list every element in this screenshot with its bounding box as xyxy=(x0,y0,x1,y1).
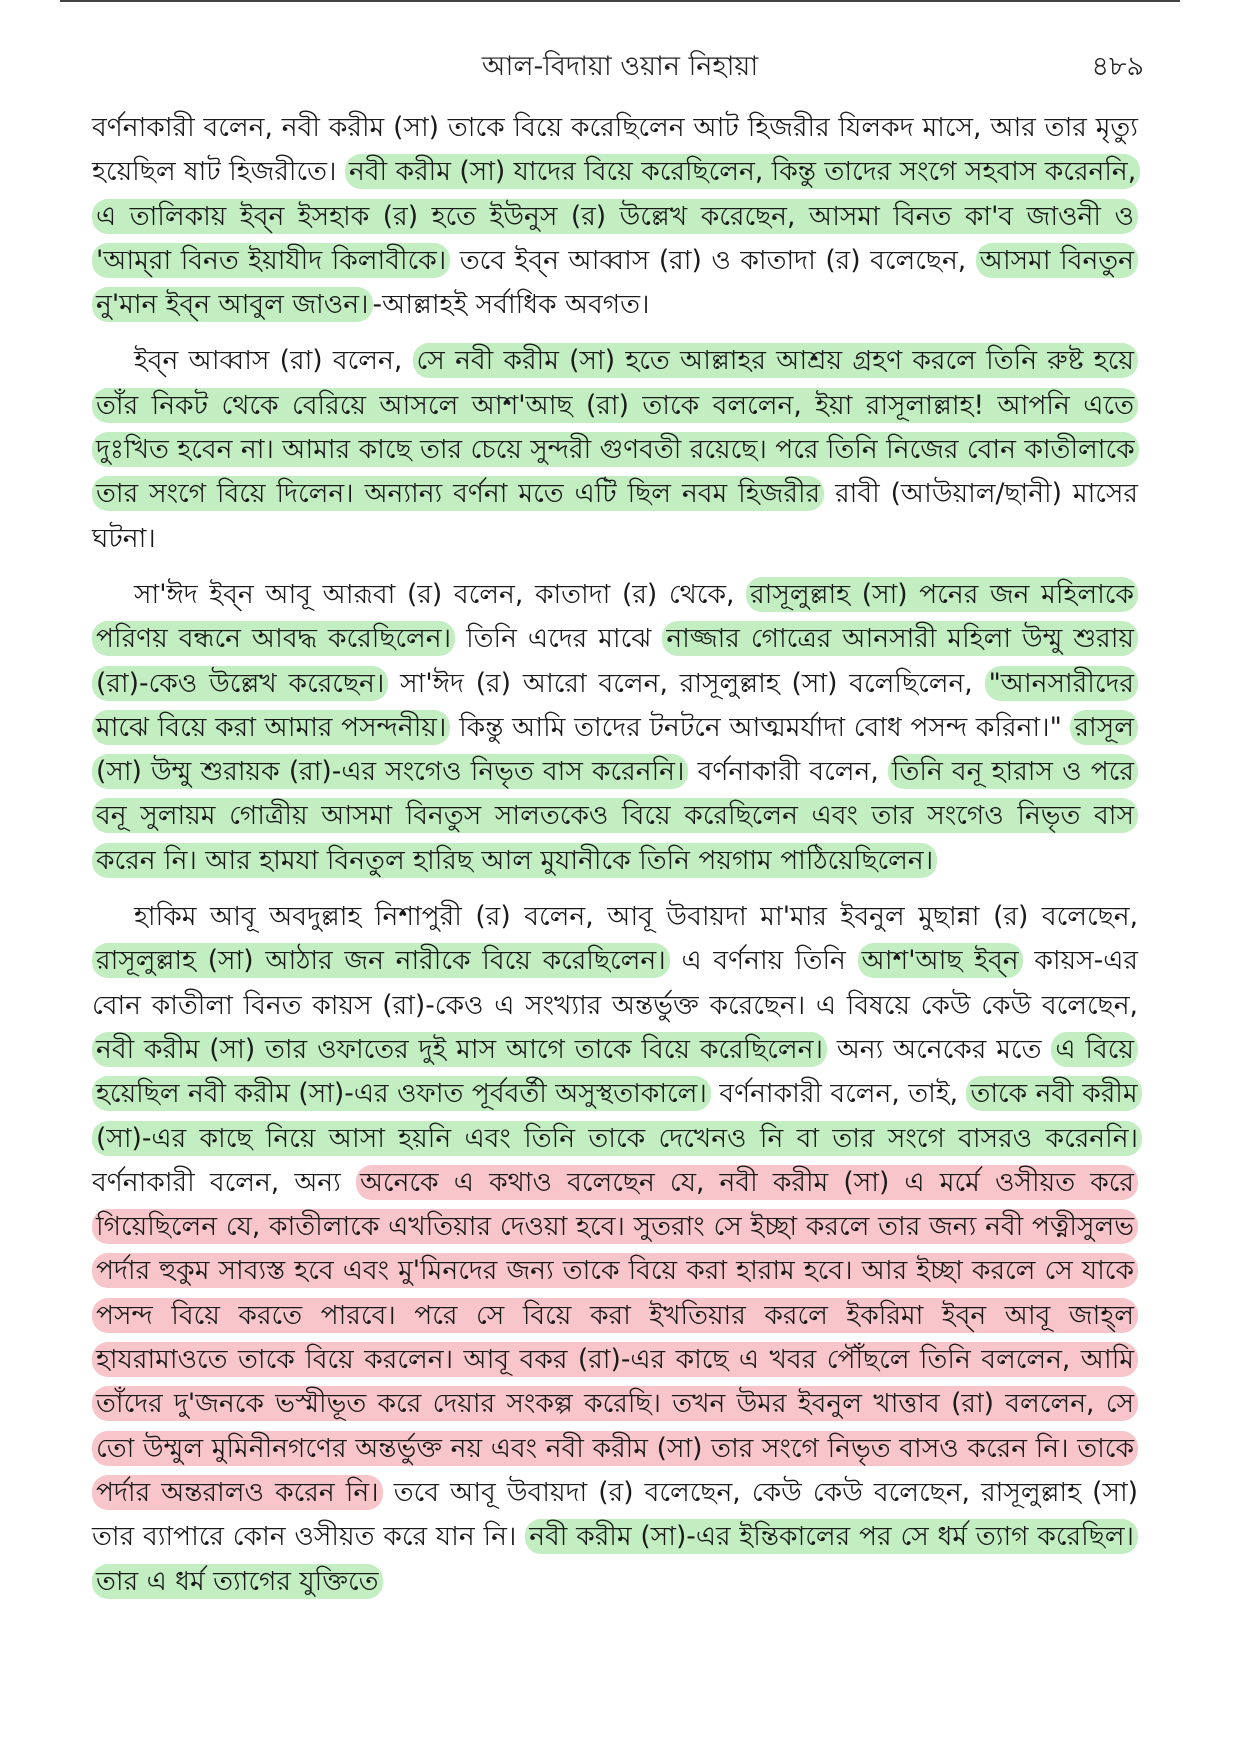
top-rule xyxy=(60,0,1180,2)
page-header xyxy=(0,38,1240,90)
text-span: কিন্তু আমি তাদের টনটনে আত্মমর্যাদা বোধ পসন্দ করিনা।" xyxy=(459,711,1062,743)
green-highlight: রাসূলুল্লাহ (সা) পনের জন মহিলাকে পরিণয় বন্ধনে আবদ্ধ করেছিলেন। xyxy=(92,577,1138,656)
green-highlight: আসমা বিনতুন নু'মান ইব্‌ন আবুল জাওন। xyxy=(92,243,1138,322)
text-span: তবে আবূ উবায়দা (র) বলেছেন, কেউ কেউ বলেছেন, রাসূলুল্লাহ (সা) তার ব্যাপারে কোন ওসীয়ত করে যান নি। xyxy=(92,1476,1138,1553)
paragraph-3 xyxy=(92,573,1138,883)
red-highlight: অনেকে এ কথাও বলেছেন যে, নবী করীম (সা) এ মর্মে ওসীয়ত করে গিয়েছিলেন যে, কাতীলাকে এখতিয়ার দেওয়া হবে। সুতরাং সে ইচ্ছা করলে তার জন্য নবী পত্নীসুলভ পর্দার হুকুম সাব্যস্ত হবে এবং মু'মিনদের জন্য তাকে বিয়ে করা হারাম হবে। আর ইচ্ছা করলে সে যাকে পসন্দ বিয়ে করতে পারবে। পরে সে বিয়ে করা ইখতিয়ার করলে ইকরিমা ইব্‌ন আবূ জাহ্‌ল হাযরামাওতে তাকে বিয়ে করলেন। আবূ বকর (রা)-এর কাছে এ খবর পৌঁছলে তিনি বললেন, আমি তাঁদের দু'জনকে ভস্মীভূত করে দেয়ার সংকল্প করেছি। তখন উমর ইবনুল খাত্তাব (রা) বললেন, সে তো উম্মুল মুমিনীনগণের অন্তর্ভুক্ত নয় এবং নবী করীম (সা) তার সংগে নিভৃত বাসও করেন নি। তাকে পর্দার অন্তরালও করেন নি। xyxy=(92,1165,1138,1510)
green-highlight: তাকে নবী করীম (সা)-এর কাছে নিয়ে আসা হয়নি এবং তিনি তাকে দেখেনও নি বা তার সংগে বাসরও করেননি। xyxy=(92,1076,1142,1155)
text-span: সা'ঈদ ইব্‌ন আবূ আরূবা (র) বলেন, কাতাদা (র) থেকে, xyxy=(134,578,735,610)
text-span: এ বর্ণনায় তিনি xyxy=(681,945,846,977)
paragraph-4 xyxy=(92,895,1138,1604)
green-highlight: নবী করীম (সা)-এর ইন্তিকালের পর সে ধর্ম ত্যাগ করেছিল। তার এ ধর্ম ত্যাগের যুক্তিতে xyxy=(92,1519,1138,1598)
green-highlight: সে নবী করীম (সা) হতে আল্লাহর আশ্রয় গ্রহণ করলে তিনি রুষ্ট হয়ে তাঁর নিকট থেকে বেরিয়ে আসলে আশ'আছ (রা) তাকে বললেন, ইয়া রাসূলাল্লাহ! আপনি এতে দুঃখিত হবেন না। আমার কাছে তার চেয়ে সুন্দরী গুণবতী রয়েছে। পরে তিনি নিজের বোন কাতীলাকে তার সংগে বিয়ে দিলেন। অন্যান্য বর্ণনা মতে এটি ছিল নবম হিজরীর xyxy=(92,343,1139,511)
text-span: সা'ঈদ (র) আরো বলেন, রাসূলুল্লাহ (সা) বলেছিলেন, xyxy=(400,667,973,699)
green-highlight: তিনি বনূ হারাস ও পরে বনূ সুলায়ম গোত্রীয় আসমা বিনতুস সালতকেও বিয়ে করেছিলেন এবং তার সংগেও নিভৃত বাস করেন নি। আর হামযা বিনতুল হারিছ আল মুযানীকে তিনি পয়গাম পাঠিয়েছিলেন। xyxy=(92,754,1138,878)
green-highlight: "আনসারীদের মাঝে বিয়ে করা আমার পসন্দনীয়। xyxy=(92,666,1138,745)
running-title: আল-বিদায়া ওয়ান নিহায়া xyxy=(481,51,759,82)
text-span: কায়স-এর বোন কাতীলা বিনত কায়স (রা)-কেও এ সংখ্যার অন্তর্ভুক্ত করেছেন। এ বিষয়ে কেউ কেউ বলেছেন, xyxy=(92,945,1138,1021)
text-span: বর্ণনাকারী বলেন, xyxy=(697,756,879,788)
green-highlight: আশ'আছ ইব্‌ন xyxy=(858,943,1023,978)
paragraph-2 xyxy=(92,339,1138,560)
green-highlight: রাসূলুল্লাহ (সা) আঠার জন নারীকে বিয়ে করেছিলেন। xyxy=(92,943,670,978)
page-number: ৪৮৯ xyxy=(1091,51,1144,82)
green-highlight: নবী করীম (সা) যাদের বিয়ে করেছিলেন, কিন্তু তাদের সংগে সহবাস করেননি, এ তালিকায় ইব্‌ন ইসহাক (র) হতে ইউনুস (র) উল্লেখ করেছেন, আসমা বিনত কা'ব জাওনী ও 'আম্‌রা বিনত ইয়াযীদ কিলাবীকে। xyxy=(92,154,1140,278)
text-span: অন্য অনেকের মতে xyxy=(836,1033,1042,1065)
text-span: তিনি এদের মাঝে xyxy=(466,623,652,655)
text-span: ইব্‌ন আব্বাস (রা) বলেন, xyxy=(134,345,403,377)
text-span: তবে ইব্‌ন আব্বাস (রা) ও কাতাদা (র) বলেছেন, xyxy=(459,244,967,276)
text-span: বর্ণনাকারী বলেন, তাই, xyxy=(719,1078,958,1110)
green-highlight: নাজ্জার গোত্রের আনসারী মহিলা উম্মু শুরায় (রা)-কেও উল্লেখ করেছেন। xyxy=(92,621,1138,700)
text-span: হাকিম আবূ অবদুল্লাহ নিশাপুরী (র) বলেন, আবূ উবায়দা মা'মার ইবনুল মুছান্না (র) বলেছেন, xyxy=(134,901,1138,933)
text-span: বর্ণনাকারী বলেন, অন্য xyxy=(92,1166,341,1198)
text-span: -আল্লাহই সর্বাধিক অবগত। xyxy=(372,289,650,321)
green-highlight: এ বিয়ে হয়েছিল নবী করীম (সা)-এর ওফাত পূর্ববর্তী অসুস্থতাকালে। xyxy=(92,1032,1138,1111)
green-highlight: নবী করীম (সা) তার ওফাতের দুই মাস আগে তাকে বিয়ে করেছিলেন। xyxy=(92,1032,827,1067)
body-text xyxy=(92,106,1138,1616)
text-span: বর্ণনাকারী বলেন, নবী করীম (সা) তাকে বিয়ে করেছিলেন আট হিজরীর যিলকদ মাসে, আর তার মৃত্যু হয়েছিল ষাট হিজরীতে। xyxy=(92,112,1138,188)
text-span: রাবী (আউয়াল/ছানী) মাসের ঘটনা। xyxy=(92,478,1138,554)
paragraph-1 xyxy=(92,106,1138,327)
green-highlight: রাসূল (সা) উম্মু শুরায়ক (রা)-এর সংগেও নিভৃত বাস করেননি। xyxy=(92,710,1138,789)
